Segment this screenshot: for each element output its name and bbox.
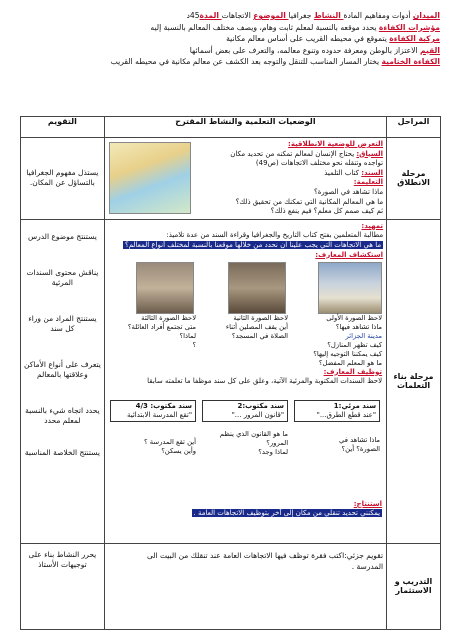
answer-2 [202, 430, 288, 457]
p2-a: لاحظ الصورة الثانية [233, 313, 289, 322]
source-box-1 [294, 400, 380, 422]
question-1: ماذا تشاهد في الصورة؟ [314, 187, 384, 196]
a3-l1: أين تقع المدرسة ؟ [144, 437, 197, 446]
a2-l1: ما هو القانون الذي ينظم [219, 429, 289, 438]
context-key: السياق: [356, 149, 384, 158]
answer-3 [114, 438, 196, 456]
field-value: أدوات ومفاهيم المادة [343, 11, 413, 20]
p3-d: ؟ [192, 340, 197, 349]
photo1-questions [292, 314, 382, 368]
p2-c: الصلاة في المسجد؟ [231, 331, 289, 340]
a2-l3: لماذا وجد؟ [258, 447, 289, 456]
conclusion-section [108, 500, 382, 519]
p1-b: ماذا تشاهد فيها؟ [335, 322, 383, 331]
indicators-value: يحدد موقعه بالنسبة لمعلم ثابت وهام، ويصف مختلف المعالم بالنسبة إليه [150, 22, 379, 32]
explore-key: استكشاف المعارف: [315, 250, 384, 259]
practice-text-1: تقويم جزئي:اكتب فقرة توظف فيها الاتجاهات العامة عند تنقلك من البيت الى [146, 550, 384, 560]
a1-l1: ماذا تشاهد في [339, 435, 381, 444]
col-stages: المراحل [387, 117, 441, 138]
conclusion-value: يمكنني تحديد تنقلي من مكان إلى آخر بتوظيف الاتجاهات العامة . [193, 509, 381, 518]
a1-l2: الصورة؟ أين؟ [341, 444, 381, 453]
start-situation [104, 138, 386, 220]
support-key: السند: [361, 168, 384, 177]
eval-1: يستنتج موضوع الدرس [27, 231, 97, 241]
start-eval: يستذل مفهوم الجغرافيا بالتساؤل عن المكان. [26, 168, 99, 188]
eval-2: يناقش محتوى السندات المرئية [26, 267, 99, 287]
field-key: الميدان [412, 11, 440, 20]
final-competency-value: يختار المسار المناسب للتنقل والتوجه بعد الكشف عن معالم مكانية في محيطه القريب [110, 57, 382, 66]
eval-6: يستنتج الخلاصة المناسبة [24, 447, 100, 457]
duration-key: المدة [199, 11, 222, 20]
practice-text-2: المدرسة . [351, 561, 384, 571]
intro-key: تمهيد: [361, 221, 384, 230]
start-title: التعرض للوضعية الانطلاقية: [288, 140, 384, 148]
col-evaluation: التقويم [21, 117, 105, 138]
box2-value: "قانون المرور ..." [231, 410, 285, 419]
stage-practice: التدريب و الاستثمار [387, 543, 441, 629]
stage-start: مرحلة الانطلاق [387, 138, 441, 220]
component-value: يتموقع في محيطه القريب على أساس معالم مكانية [226, 34, 390, 43]
values-key: القيم [420, 45, 440, 55]
topic-key: الموضوع [253, 11, 289, 20]
box3-title: سند مكتوب: 4/3 [135, 401, 193, 410]
source-box-3 [110, 400, 196, 422]
box3-value: "تقع المدرسة الابتدائية [126, 410, 193, 419]
component-key: مركبة الكفاءة [389, 34, 440, 43]
context-value: يحتاج الإنسان لمعالم تمكنه من تحديد مكان [230, 149, 357, 158]
lesson-table [20, 116, 441, 630]
values-value: الاعتزاز بالوطن ومعرفة حدوده وتنوع معالمه، والتعرف على بعض أسمائها [189, 45, 421, 55]
intro-question: ما هي الاتجاهات التي يجب علينا ان نحدد من خلالها موقعنا بالنسبة لمختلف أنواع المعالم؟ [125, 240, 382, 249]
lesson-header [20, 10, 440, 68]
intro-value: مطالبة المتعلمين بفتح كتاب التاريخ والجغرافيا وقراءة السند من عدة تلاميذ: [166, 231, 384, 240]
duration-value: 45د [186, 11, 200, 20]
stage-build: مرحلة بناء التعلمات [387, 219, 441, 543]
photo-city [318, 262, 382, 314]
indicators-key: مؤشرات الكفاءة [378, 22, 440, 32]
start-eval-cell [21, 138, 105, 220]
box2-title: سند مكتوب:2 [237, 401, 285, 410]
conclusion-key: استنتاج: [353, 499, 383, 508]
p2-b: أين يقف المصلين أثناء [225, 322, 289, 331]
activity-value: جغرافيا [288, 11, 314, 20]
question-2: ما هي المعالم المكانية التي تمكنك من تحقيق ذلك؟ [235, 197, 384, 206]
practice-eval: يحرر النشاط بناء على توجيهات الأستاذ [28, 549, 97, 569]
box1-value: "عند قطع الطرق..." [316, 410, 377, 419]
eval-3: يستنتج المراد من وراء كل سند [28, 313, 97, 333]
practice-situation [104, 543, 386, 629]
photo-mosque [228, 262, 286, 314]
use-value: لاحظ السندات المكتوبة والمرئية الآتية، وعلق على كل سند موظفا ما تعلمته سابقا [147, 377, 383, 386]
answer-1 [298, 436, 380, 454]
support-value: كتاب التلميذ [324, 168, 362, 177]
use-section [108, 368, 382, 387]
p3-b: متى تجتمع أفراد العائلة؟ [127, 322, 197, 331]
task-key: التعليمة: [353, 178, 384, 187]
p3-c: لماذا؟ [179, 331, 197, 340]
a2-l2: المرور؟ [266, 438, 289, 447]
city-map-image [109, 142, 191, 214]
photo2-questions [198, 314, 288, 341]
source-box-2 [202, 400, 288, 422]
activity-key: النشاط [313, 11, 344, 20]
photo-family [136, 262, 194, 314]
p1-a: لاحظ الصورة الأولى [326, 313, 383, 322]
p1-e: كيف يمكننا التوجيه إليها؟ [313, 349, 383, 358]
practice-eval-cell [21, 543, 105, 629]
photo3-questions [106, 314, 196, 350]
col-situations: الوضعيات التعلمية والنشاط المقترح [104, 117, 386, 138]
build-eval-cell [21, 219, 105, 543]
context-value-2: تواجده وتنقله نحو مختلف الاتجاهات (ص49) [255, 159, 384, 168]
use-key: توظيف المعارف: [323, 367, 383, 376]
p1-c: مدينة الجزائر [345, 331, 383, 340]
topic-value: الاتجاهات [221, 11, 254, 20]
a3-l2: وأين يسكن؟ [161, 446, 197, 455]
eval-5: يحدد اتجاه شيء بالنسبة لمعلم محدد [25, 405, 100, 425]
final-competency-key: الكفاءة الختامية [381, 57, 440, 66]
eval-4: يتعرف على أنواع الأماكن وعلاقتها بالمعالم [24, 359, 101, 379]
p3-a: لاحظ الصورة الثالثة [141, 313, 197, 322]
build-situation [104, 219, 386, 543]
question-3: ثم كيف صمم كل معلم؟ فيم ينفع ذلك؟ [270, 207, 384, 216]
box1-title: سند مرئي:1 [333, 401, 377, 410]
p1-f: ما هو المعلم المفضل؟ [318, 358, 383, 367]
p1-d: كيف تظهر المنازل؟ [327, 340, 383, 349]
